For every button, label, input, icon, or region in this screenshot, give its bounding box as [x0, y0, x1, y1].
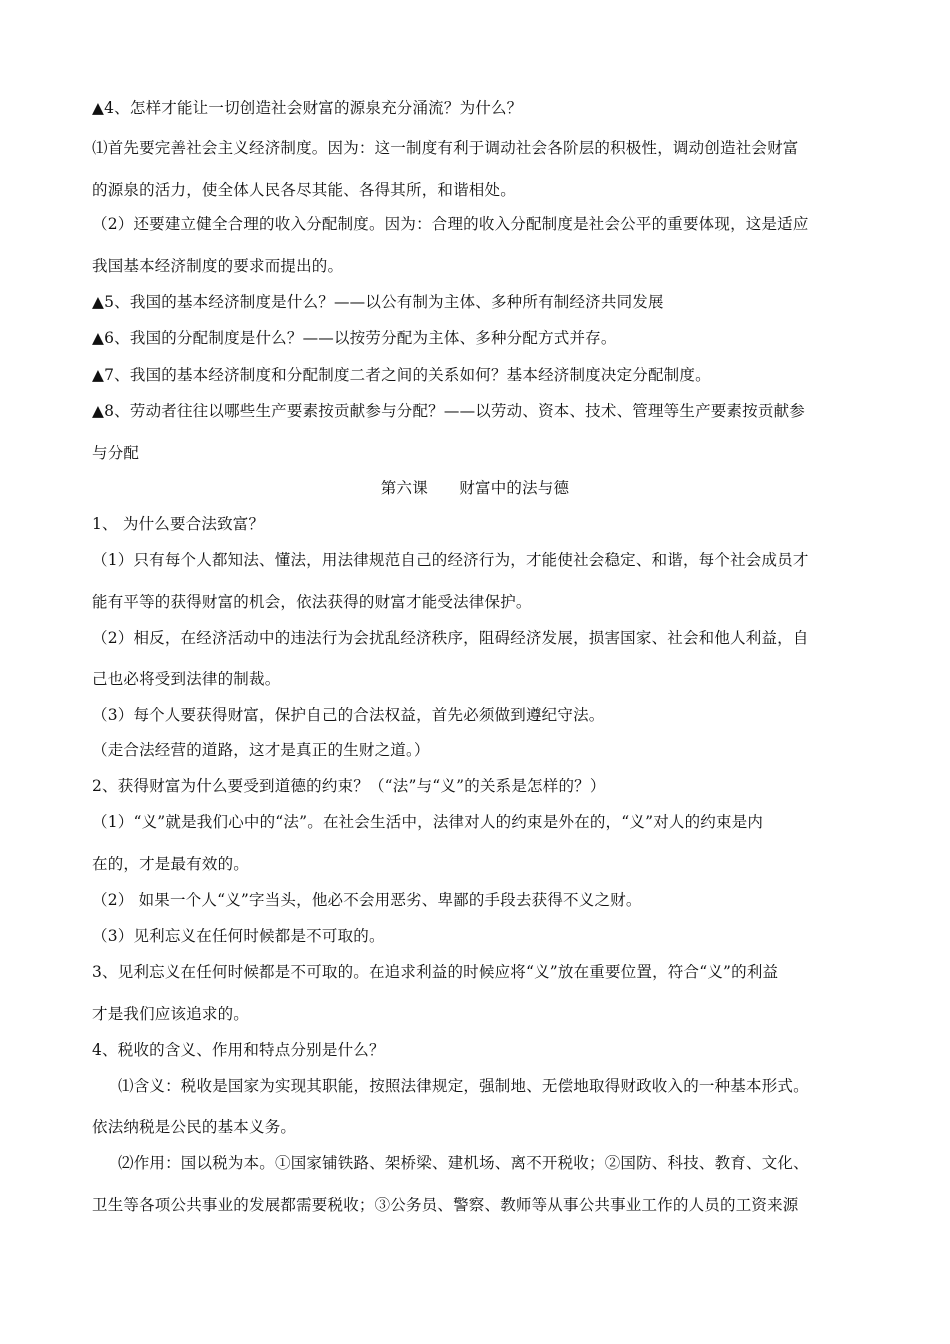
- l6-q1-answer-4: （走合法经营的道路，这才是真正的生财之道。）: [92, 741, 430, 759]
- question-8-line-2: 与分配: [92, 444, 140, 462]
- l6-q1-answer-2-line-2: 己也必将受到法律的制裁。: [92, 670, 281, 688]
- l6-q2-answer-1-line-1: （1）“义”就是我们心中的“法”。在社会生活中，法律对人的约束是外在的，“义”对人的约束是内: [92, 813, 764, 831]
- lesson6-question-2-title: 2、获得财富为什么要受到道德的约束？（“法”与“义”的关系是怎样的？）: [92, 777, 606, 795]
- l6-q4-role-line-2: 卫生等各项公共事业的发展都需要税收；③公务员、警察、教师等从事公共事业工作的人员的工资来源: [92, 1196, 799, 1214]
- lesson6-question-1-title: 1、 为什么要合法致富？: [92, 515, 265, 533]
- q4-answer-1-line-2: 的源泉的活力，使全体人民各尽其能、各得其所，和谐相处。: [92, 181, 516, 199]
- l6-q4-meaning-line-2: 依法纳税是公民的基本义务。: [92, 1118, 297, 1136]
- lesson-title: 第六课 财富中的法与德: [380, 479, 570, 497]
- l6-q1-answer-1-line-1: （1）只有每个人都知法、懂法，用法律规范自己的经济行为，才能使社会稳定、和谐，每个社会成员才: [92, 551, 809, 569]
- l6-q4-meaning-line-1: ⑴含义：税收是国家为实现其职能，按照法律规定，强制地、无偿地取得财政收入的一种基本形式。: [118, 1077, 809, 1095]
- lesson6-question-3-line-2: 才是我们应该追求的。: [92, 1005, 250, 1023]
- l6-q2-answer-1-line-2: 在的，才是最有效的。: [92, 855, 250, 873]
- l6-q1-answer-3: （3）每个人要获得财富，保护自己的合法权益，首先必须做到遵纪守法。: [92, 706, 605, 724]
- question-4-title: ▲4、怎样才能让一切创造社会财富的源泉充分涌流？为什么？: [92, 99, 523, 117]
- l6-q2-answer-3: （3）见利忘义在任何时候都是不可取的。: [92, 927, 385, 945]
- l6-q1-answer-1-line-2: 能有平等的获得财富的机会，依法获得的财富才能受法律保护。: [92, 593, 532, 611]
- question-7: ▲7、我国的基本经济制度和分配制度二者之间的关系如何？基本经济制度决定分配制度。: [92, 366, 711, 384]
- question-8-line-1: ▲8、劳动者往往以哪些生产要素按贡献参与分配？——以劳动、资本、技术、管理等生产要素按贡献参: [92, 402, 805, 420]
- lesson6-question-4-title: 4、税收的含义、作用和特点分别是什么？: [92, 1041, 385, 1059]
- l6-q2-answer-2: （2） 如果一个人“义”字当头，他必不会用恶劣、卑鄙的手段去获得不义之财。: [92, 891, 642, 909]
- lesson6-question-3-line-1: 3、见利忘义在任何时候都是不可取的。在追求利益的时候应将“义”放在重要位置，符合“义”的利益: [92, 963, 779, 981]
- q4-answer-1-line-1: ⑴首先要完善社会主义经济制度。因为：这一制度有利于调动社会各阶层的积极性，调动创造社会财富: [92, 139, 799, 157]
- q4-answer-2-line-1: （2）还要建立健全合理的收入分配制度。因为：合理的收入分配制度是社会公平的重要体现，这是适应: [92, 215, 809, 233]
- question-5: ▲5、我国的基本经济制度是什么？——以公有制为主体、多种所有制经济共同发展: [92, 293, 664, 311]
- q4-answer-2-line-2: 我国基本经济制度的要求而提出的。: [92, 257, 344, 275]
- question-6: ▲6、我国的分配制度是什么？——以按劳分配为主体、多种分配方式并存。: [92, 329, 617, 347]
- l6-q4-role-line-1: ⑵作用：国以税为本。①国家铺铁路、架桥梁、建机场、离不开税收；②国防、科技、教育、文化、: [118, 1154, 809, 1172]
- l6-q1-answer-2-line-1: （2）相反，在经济活动中的违法行为会扰乱经济秩序，阻碍经济发展，损害国家、社会和他人利益，自: [92, 629, 809, 647]
